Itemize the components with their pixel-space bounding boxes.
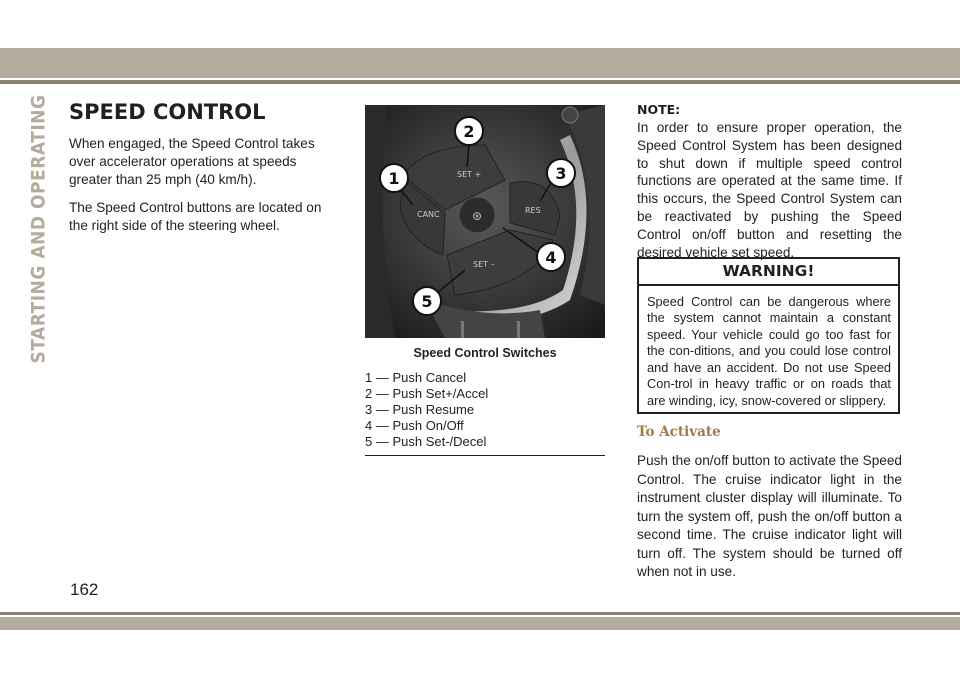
legend-item: 3 — Push Resume [365, 402, 475, 417]
footer-rule [0, 612, 960, 615]
note-block [637, 102, 902, 261]
legend-item: 2 — Push Set+/Accel [365, 386, 489, 401]
chapter-side-tab-label: STARTING AND OPERATING [27, 94, 50, 364]
note-body: In order to ensure proper operation, the Speed Control System has been designed to shut down if multiple speed control functions are operated at the same time. If this occurs, the Speed Control System can be reactivated by pushing the Speed Control on/off button and resetting the desired vehicle set speed. [637, 120, 902, 260]
callout-1-number: 1 [388, 169, 400, 188]
header-rule [0, 80, 960, 84]
spoke-detail-right [517, 321, 520, 338]
intro-paragraph-1: When engaged, the Speed Control takes over accelerator operations at speeds greater than 25 mph (40 km/h). [69, 136, 315, 187]
warning-box [637, 257, 900, 414]
legend-item: 5 — Push Set-/Decel [365, 434, 487, 449]
intro-paragraph-2: The Speed Control buttons are located on the right side of the steering wheel. [69, 200, 322, 233]
to-activate-body: Push the on/off button to activate the Speed Control. The cruise indicator light in the instrument cluster display will illuminate. To turn the system off, push the on/off button a second time. The cruise indicator light will turn off. The system should be turned off when not in use. [637, 453, 902, 579]
callout-2-number: 2 [463, 122, 475, 141]
section-title: SPEED CONTROL [69, 100, 266, 124]
steering-wheel-illustration [365, 105, 605, 338]
callout-4-number: 4 [545, 248, 557, 267]
set-plus-label: SET + [457, 170, 482, 179]
cruise-symbol-icon: ⊛ [471, 209, 483, 223]
figure-caption: Speed Control Switches [413, 346, 557, 360]
cancel-label: CANC [417, 210, 440, 219]
legend-divider [365, 455, 605, 456]
warning-body: Speed Control can be dangerous where the system cannot maintain a constant speed. Your vehicle could go too fast for the con-ditions, and you could lose control and have an accident. Do not use Speed Con-trol in heavy traffic or on roads that are winding, icy, snow-covered or slippery. [647, 293, 891, 409]
figure-legend [365, 370, 605, 450]
callout-3-number: 3 [555, 164, 567, 183]
dash-knob-icon [562, 107, 578, 123]
warning-title: WARNING! [722, 262, 815, 280]
resume-label: RES [525, 206, 541, 215]
speed-control-switches-figure [365, 105, 605, 338]
spoke-detail-left [461, 321, 464, 338]
intro-column [69, 135, 335, 245]
chapter-side-tab [24, 94, 52, 364]
legend-item: 1 — Push Cancel [365, 370, 467, 385]
header-band [0, 48, 960, 78]
set-minus-label: SET – [473, 260, 495, 269]
callout-5-number: 5 [421, 292, 433, 311]
to-activate-heading: To Activate [637, 424, 721, 440]
legend-item: 4 — Push On/Off [365, 418, 464, 433]
page-number: 162 [70, 580, 99, 599]
footer-band [0, 617, 960, 630]
note-heading: NOTE: [637, 102, 681, 117]
